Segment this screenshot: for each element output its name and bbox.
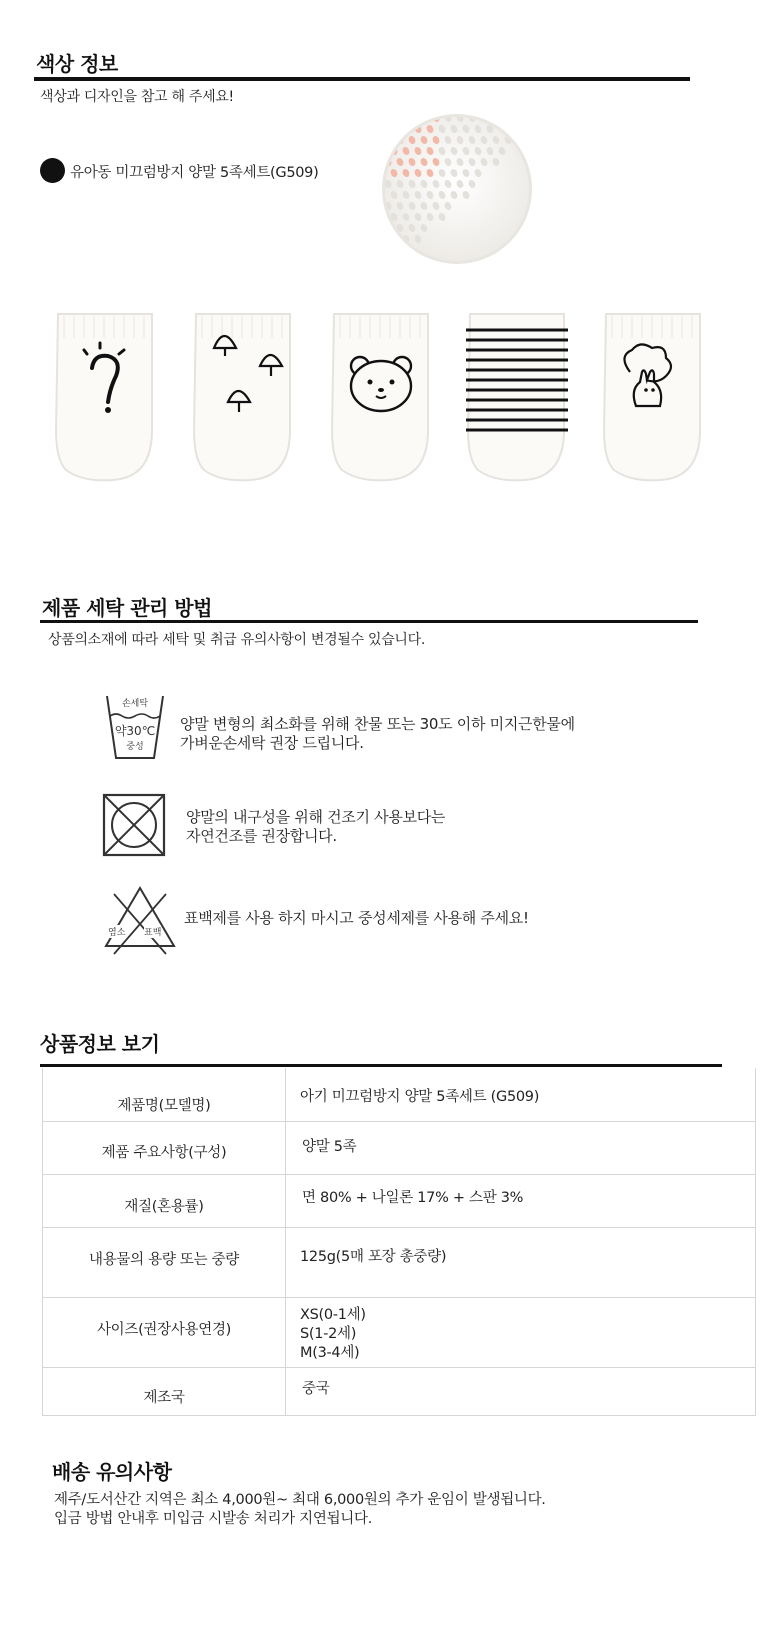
row-label: 사이즈(권장사용연경)	[96, 1321, 232, 1338]
care-text-1: 양말 변형의 최소화를 위해 찬물 또는 30도 이하 미지근한물에 가벼운손세탁 권장 드립니다.	[180, 715, 575, 752]
row-label: 제품명(모델명)	[117, 1098, 211, 1114]
table-row	[43, 1227, 756, 1297]
sock-bear	[328, 310, 434, 486]
row-label: 제품 주요사항(구성)	[101, 1144, 227, 1161]
table-row	[43, 1174, 756, 1227]
row-label: 재질(혼용률)	[124, 1198, 204, 1215]
no-bleach-icon: 염소 표백	[102, 884, 178, 956]
shipping-notes: 제주/도서산간 지역은 최소 4,000원~ 최대 6,000원의 추가 운임이 발생됩니다. 입금 방법 안내후 미입금 시발송 처리가 지연됩니다.	[54, 1492, 546, 1527]
sock-bunny	[600, 310, 706, 486]
row-value: 아기 미끄럼방지 양말 5족세트 (G509)	[300, 1089, 540, 1105]
care-section-title: 제품 세탁 관리 방법	[42, 596, 212, 620]
color-section-title: 색상 정보	[36, 52, 118, 76]
no-tumble-dry-icon	[102, 793, 166, 857]
color-swatch	[40, 158, 65, 183]
color-section-rule	[34, 77, 690, 81]
row-value: 중국	[302, 1380, 330, 1397]
care-text-2: 양말의 내구성을 위해 건조기 사용보다는 자연건조를 권장합니다.	[186, 808, 446, 845]
care-section-rule	[40, 620, 698, 623]
row-value: XS(0-1세) S(1-2세) M(3-4세)	[300, 1306, 366, 1361]
row-value: 125g(5매 포장 총중량)	[300, 1248, 447, 1265]
sock-stripes	[464, 310, 570, 486]
info-section-rule	[40, 1064, 722, 1067]
row-label: 내용물의 용량 또는 중량	[89, 1251, 239, 1268]
sock-mushrooms	[190, 310, 296, 486]
color-section-subtitle: 색상과 디자인을 참고 해 주세요!	[40, 89, 234, 105]
product-color-name: 유아동 미끄럼방지 양말 5족세트(G509)	[70, 165, 319, 181]
hand-wash-icon: 손세탁 약30℃ 중성	[104, 692, 166, 762]
table-row	[43, 1367, 756, 1415]
table-row	[43, 1297, 756, 1367]
shipping-section-title: 배송 유의사항	[52, 1460, 172, 1484]
row-value: 면 80% + 나일론 17% + 스판 3%	[302, 1189, 524, 1206]
care-text-3: 표백제를 사용 하지 마시고 중성세제를 사용해 주세요!	[184, 909, 529, 927]
care-section-subtitle: 상품의소재에 따라 세탁 및 취급 유의사항이 변경될수 있습니다.	[48, 632, 426, 648]
table-row	[43, 1068, 756, 1121]
table-row	[43, 1121, 756, 1174]
row-value: 양말 5족	[302, 1138, 357, 1155]
grip-detail-image	[380, 112, 534, 266]
info-section-title: 상품정보 보기	[40, 1032, 160, 1056]
product-info-table	[42, 1068, 756, 1416]
sock-question-mark	[52, 310, 158, 486]
row-label: 제조국	[143, 1389, 185, 1406]
